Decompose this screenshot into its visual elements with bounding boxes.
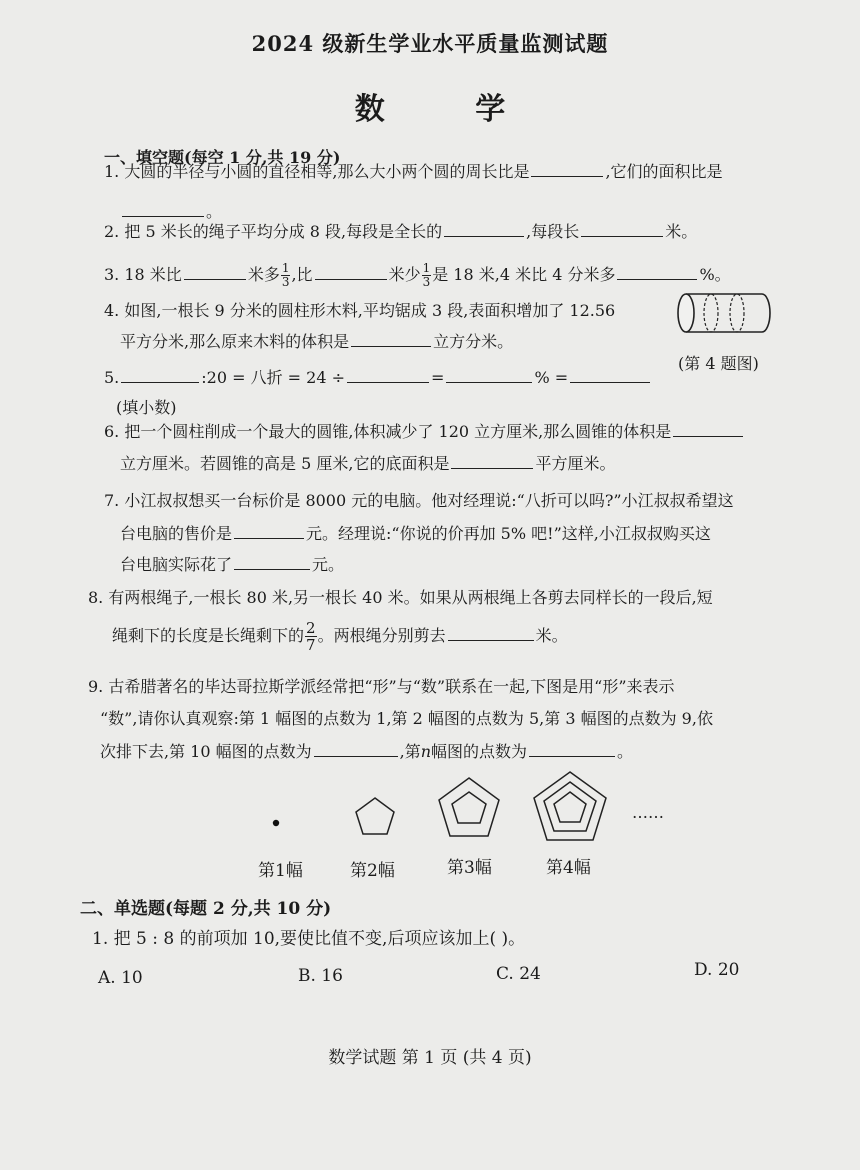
figure-label-4: 第4幅	[546, 858, 591, 878]
q3-text-d: 米少	[388, 265, 421, 284]
q6-text-c: 平方厘米。	[535, 454, 616, 473]
figure-3-pentagons	[439, 778, 499, 836]
section-2-question-1: 1. 把 5 : 8 的前项加 10,要使比值不变,后项应该加上( )。	[92, 929, 526, 949]
q8-text-d: 米。	[535, 626, 568, 645]
figure-ellipsis: ……	[632, 803, 664, 822]
q8-text-c: 。两根绳分别剪去	[317, 626, 446, 645]
answer-blank	[184, 263, 246, 280]
answer-blank	[314, 740, 398, 757]
q3-text-c: ,比	[291, 265, 313, 284]
question-7	[104, 490, 734, 512]
q3-text-a: 3. 18 米比	[104, 265, 182, 284]
question-4	[104, 300, 615, 322]
fraction-numerator: 2	[306, 619, 316, 637]
section-2-heading: 二、单选题(每题 2 分,共 10 分)	[80, 899, 332, 919]
answer-blank	[581, 220, 663, 237]
cylinder-figure	[676, 290, 772, 336]
question-5	[104, 366, 652, 389]
fraction-two-sevenths	[305, 620, 317, 653]
q1-text-c: 。	[206, 202, 223, 221]
q3-text-e: 是 18 米,4 米比 4 分米多	[432, 265, 616, 284]
question-6	[104, 420, 745, 443]
q6-text-b: 立方厘米。若圆锥的高是 5 厘米,它的底面积是	[120, 454, 450, 473]
q7-text-a: 7. 小江叔叔想买一台标价是 8000 元的电脑。他对经理说:“八折可以吗?”小江叔叔希望这	[104, 491, 734, 510]
question-1	[104, 160, 723, 183]
q8-text-b: 绳剩下的长度是长绳剩下的	[112, 626, 305, 645]
q9-text-c: 次排下去,第 10 幅图的点数为	[100, 742, 312, 761]
answer-blank	[351, 330, 431, 347]
question-3	[104, 262, 731, 289]
pentagon-pattern-figures	[250, 768, 690, 852]
option-a: A. 10	[98, 968, 143, 988]
q5-text-c: =	[431, 368, 445, 387]
q3-text-b: 米多	[247, 265, 280, 284]
q5-text-b: :20 = 八折 = 24 ÷	[201, 368, 346, 387]
question-7-cont2	[120, 553, 344, 576]
option-d: D. 20	[694, 960, 740, 980]
q9-text-e: 幅图的点数为	[431, 742, 528, 761]
q4-text-b: 平方分米,那么原来木料的体积是	[120, 332, 350, 351]
figure-2-pentagon	[356, 798, 394, 834]
answer-blank	[234, 553, 310, 570]
question-6-cont	[120, 452, 615, 475]
q4-text-a: 4. 如图,一根长 9 分米的圆柱形木料,平均锯成 3 段,表面积增加了 12.56	[104, 301, 616, 320]
q7-text-b: 台电脑的售价是	[120, 524, 233, 543]
q5-text-a: 5.	[104, 368, 120, 387]
question-5-note: (填小数)	[116, 398, 177, 417]
q7-text-d: 台电脑实际花了	[120, 555, 233, 574]
section-1-heading: 一、填空题(每空 1 分,共 19 分)	[104, 148, 341, 167]
figure-4-pentagons	[534, 772, 606, 840]
q2-text-b: ,每段长	[526, 222, 580, 241]
question-2	[104, 220, 697, 243]
answer-blank	[444, 220, 524, 237]
fraction-denominator: 3	[422, 275, 431, 289]
answer-blank	[448, 624, 534, 641]
answer-blank	[529, 740, 615, 757]
answer-blank	[673, 420, 743, 437]
figure-1-dot	[273, 820, 279, 826]
answer-blank	[122, 200, 204, 217]
answer-blank	[617, 263, 697, 280]
answer-blank	[446, 366, 532, 383]
q9-text-d: ,第	[399, 742, 421, 761]
q7-text-e: 元。	[312, 555, 345, 574]
q7-text-c: 元。经理说:“你说的价再加 5% 吧!”这样,小江叔叔购买这	[306, 524, 711, 543]
answer-blank	[234, 522, 304, 539]
answer-blank	[315, 263, 387, 280]
figure-label-2: 第2幅	[350, 861, 395, 881]
q6-text-a: 6. 把一个圆柱削成一个最大的圆锥,体积减少了 120 立方厘米,那么圆锥的体积是	[104, 422, 672, 441]
question-4-cont	[120, 330, 513, 353]
q4-text-c: 立方分米。	[433, 332, 514, 351]
q9-text-f: 。	[617, 742, 634, 761]
page-footer: 数学试题 第 1 页 (共 4 页)	[328, 1048, 532, 1068]
answer-blank	[347, 366, 429, 383]
fraction-numerator: 1	[422, 261, 431, 275]
answer-blank	[531, 160, 603, 177]
fraction-one-third	[281, 262, 291, 289]
fraction-one-third	[422, 262, 432, 289]
fraction-denominator: 7	[306, 636, 316, 654]
fraction-denominator: 3	[281, 275, 290, 289]
question-9-cont	[100, 708, 713, 730]
q8-text-a: 8. 有两根绳子,一根长 80 米,另一根长 40 米。如果从两根绳上各剪去同样长的一段后,短	[88, 588, 713, 607]
q2-text-c: 米。	[665, 222, 698, 241]
answer-blank	[121, 366, 199, 383]
subject-title: 数 学	[354, 92, 546, 127]
figure-4-caption: (第 4 题图)	[678, 354, 759, 373]
question-8-cont	[112, 620, 568, 653]
answer-blank	[570, 366, 650, 383]
q2-text-a: 2. 把 5 米长的绳子平均分成 8 段,每段是全长的	[104, 222, 443, 241]
option-b: B. 16	[298, 966, 343, 986]
q9-text-b: “数”,请你认真观察:第 1 幅图的点数为 1,第 2 幅图的点数为 5,第 3 幅图的点数为 9,依	[100, 709, 713, 728]
fraction-numerator: 1	[281, 261, 290, 275]
question-8	[88, 587, 713, 609]
question-7-cont	[120, 522, 711, 545]
question-9	[88, 676, 675, 698]
figure-label-1: 第1幅	[258, 861, 303, 881]
variable-n: n	[420, 742, 432, 761]
q1-text-a: 1. 大圆的半径与小圆的直径相等,那么大小两个圆的周长比是	[104, 162, 530, 181]
answer-blank	[451, 452, 533, 469]
option-c: C. 24	[496, 964, 541, 984]
q5-text-d: % =	[534, 368, 569, 387]
q9-text-a: 9. 古希腊著名的毕达哥拉斯学派经常把“形”与“数”联系在一起,下图是用“形”来表示	[88, 677, 675, 696]
q1-text-b: ,它们的面积比是	[605, 162, 723, 181]
figure-label-3: 第3幅	[447, 858, 492, 878]
q3-text-f: %。	[699, 265, 731, 284]
exam-title: 2024 级新生学业水平质量监测试题	[251, 31, 609, 56]
question-9-cont2	[100, 740, 633, 763]
